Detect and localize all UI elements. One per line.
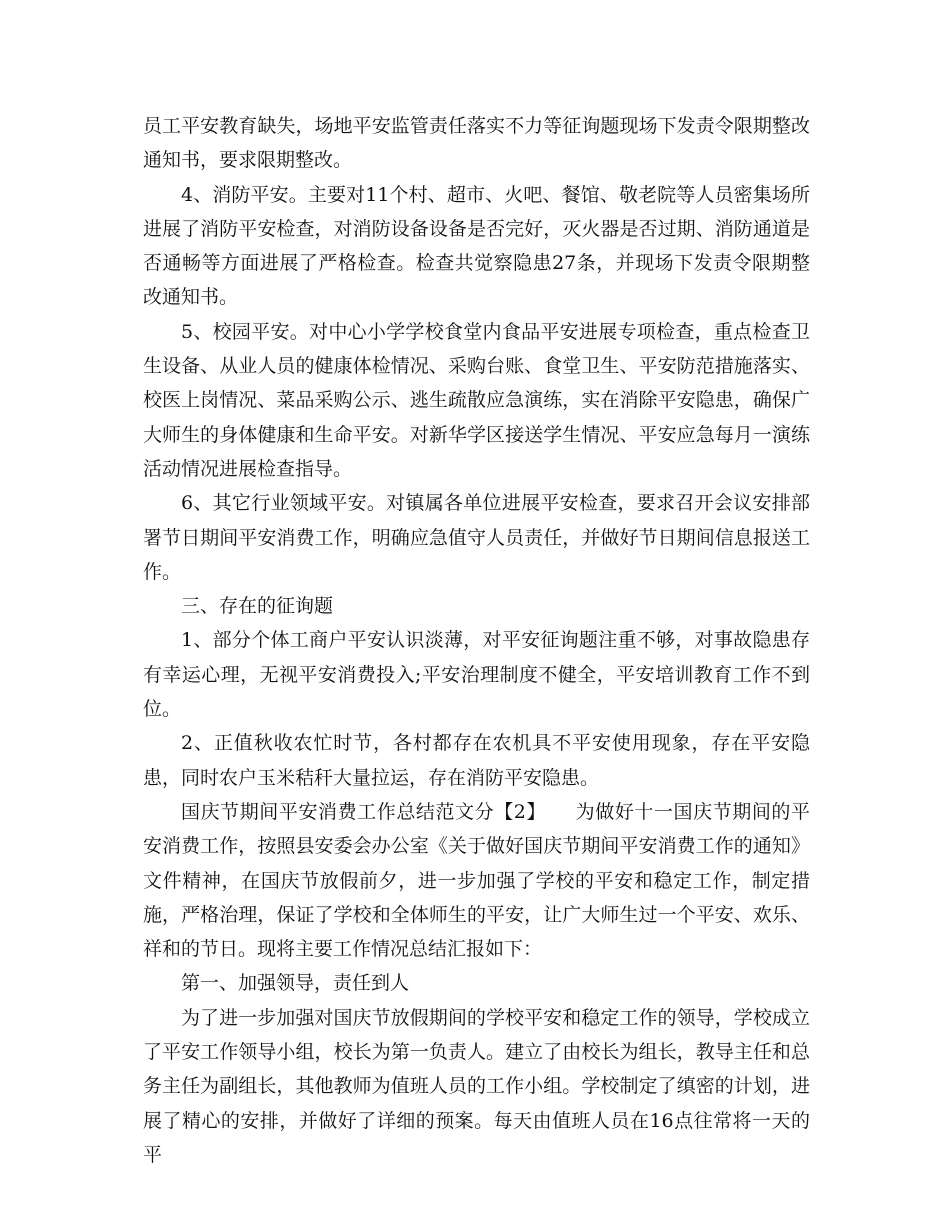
section-heading-leadership: 第一、加强领导，责任到人 — [181, 972, 410, 995]
paragraph-problem-1: 1、部分个体工商户平安认识淡薄，对平安征询题注重不够，对事故隐患存有幸运心理，无视平安消费投入;平安治理制度不健全，平安培训教育工作不到位。 — [143, 629, 810, 721]
paragraph-campus-safety: 5、校园平安。对中心小学学校食堂内食品平安进展专项检查，重点检查卫生设备、从业人员的健康体检情况、采购台账、食堂卫生、平安防范措施落实、校医上岗情况、菜品采购公示、逃生疏散应急演练，实在消除平安隐患，确保广大师生的身体健康和生命平安。对新华学区接送学生情况、平安应急每月一演练活动情况进展检查指导。 — [143, 320, 810, 480]
paragraph-problem-2: 2、正值秋收农忙时节，各村都存在农机具不平安使用现象，存在平安隐患，同时农户玉米秸秆大量拉运，存在消防平安隐患。 — [143, 732, 810, 789]
section-heading-problems: 三、存在的征询题 — [181, 595, 334, 618]
paragraph-article-2-intro: 国庆节期间平安消费工作总结范文分【2】 为做好十一国庆节期间的平安消费工作，按照县安委会办公室《关于做好国庆节期间平安消费工作的通知》文件精神，在国庆节放假前夕，进一步加强了学校的平安和稳定工作，制定措施，严格治理，保证了学校和全体师生的平安，让广大师生过一个平安、欢乐、祥和的节日。现将主要工作情况总结汇报如下： — [143, 800, 810, 961]
paragraph-continuation: 员工平安教育缺失，场地平安监管责任落实不力等征询题现场下发责令限期整改通知书，要求限期整改。 — [143, 115, 810, 172]
paragraph-other-industries: 6、其它行业领域平安。对镇属各单位进展平安检查，要求召开会议安排部署节日期间平安消费工作，明确应急值守人员责任，并做好节日期间信息报送工作。 — [143, 492, 810, 583]
paragraph-fire-safety: 4、消防平安。主要对11个村、超市、火吧、餐馆、敬老院等人员密集场所进展了消防平安检查，对消防设备设备是否完好，灭火器是否过期、消防通道是否通畅等方面进展了严格检查。检查共觉察隐患27条，并现场下发责令限期整改通知书。 — [143, 183, 810, 309]
paragraph-leadership: 为了进一步加强对国庆节放假期间的学校平安和稳定工作的领导，学校成立了平安工作领导小组，校长为第一负责人。建立了由校长为组长，教导主任和总务主任为副组长，其他教师为值班人员的工作小组。学校制定了缜密的计划，进展了精心的安排，并做好了详细的预案。每天由值班人员在16点往常将一天的平 — [143, 1006, 810, 1166]
